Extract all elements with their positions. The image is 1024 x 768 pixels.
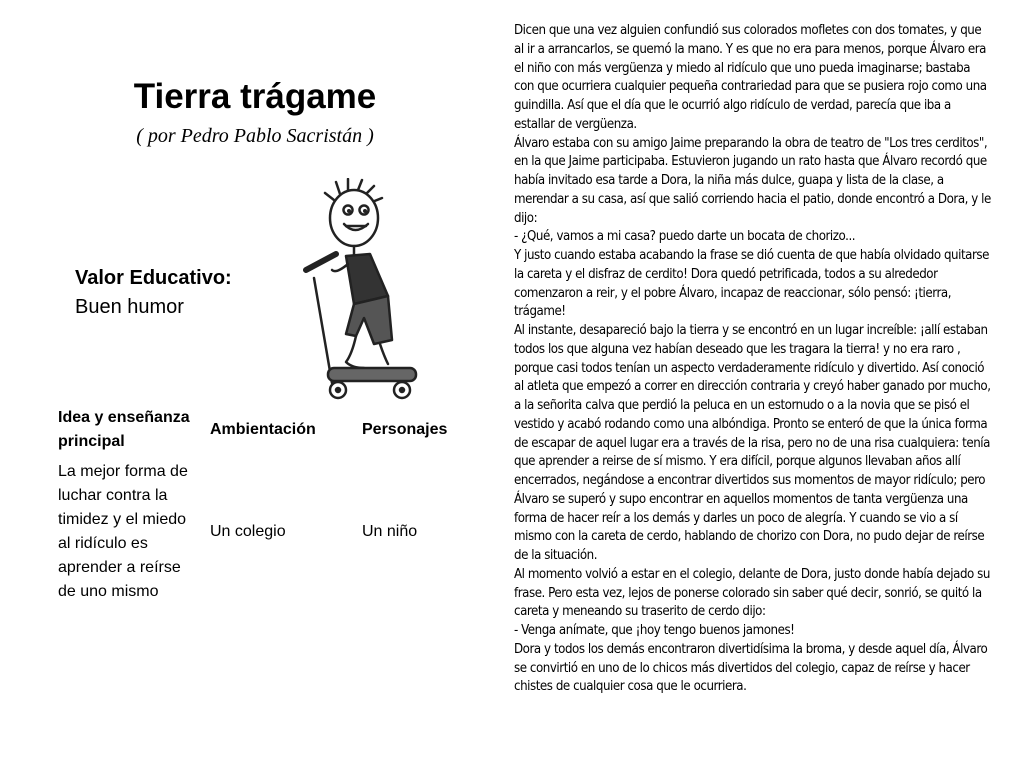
cell-ambientacion: Un colegio — [210, 523, 286, 540]
header-personajes: Personajes — [362, 421, 448, 438]
story-paragraph: Álvaro estaba con su amigo Jaime preparando la obra de teatro de "Los tres cerditos", en la que Jaime participaba. Estuvieron jugando un rato hasta que Álvaro recordó que había invitado esa tarde a Dora, la niña más dulce, guapa y lista de la clase, a merendar a su casa, así que salió corriendo hacia el patio, donde encontró a Dora, y le dijo: — [514, 135, 991, 226]
educational-value — [75, 264, 232, 322]
child-on-scooter-icon — [292, 178, 420, 402]
page-title: Tierra trágame — [133, 77, 377, 116]
story-paragraph: Dicen que una vez alguien confundió sus colorados mofletes con dos tomates, y que al ir a arrancarlos, se quemó la mano. Y es que no era para menos, porque Álvaro era el niño con más vergüenza y miedo al ridículo que uno pueda imaginarse; bastaba con que ocurriera cualquier pequeña contrariedad para que se pusiera rojo como una guindilla. Así que el día que le ocurrió algo ridículo de verdad, parecía que iba a estallar de vergüenza. — [514, 23, 987, 132]
story-text — [514, 22, 992, 697]
cell-personajes: Un niño — [362, 523, 418, 540]
educational-value-text: Buen humor — [75, 296, 184, 318]
story-paragraph: - Venga anímate, que ¡hoy tengo buenos jamones! — [514, 623, 795, 638]
author-subtitle: ( por Pedro Pablo Sacristán ) — [136, 125, 374, 147]
story-summary-table — [52, 403, 478, 607]
story-paragraph: Y justo cuando estaba acabando la frase se dió cuenta de que había olvidado quitarse la careta y el disfraz de cerdito! Dora quedó petrificada, todos a su alrededor comenzaron a reir, y el pobre Álvaro, incapaz de reaccionar, sólo pensó: ¡tierra, trágame! — [514, 248, 989, 320]
story-paragraph: Al instante, desapareció bajo la tierra y se encontró en un lugar increíble: ¡allí estaban todos los que alguna vez habían deseado que les tragara la tierra! y no era raro , porque casi todos tenían un aspecto verdaderamente ridículo y divertido. Así conoció al atleta que empezó a correr en dirección contraria y creyó haber ganado por mucho, a la señorita calva que perdió la peluca en un estornudo o a la novia que se pisó el vestido y acabó rodando como una albóndiga. Pronto se enteró de que la única forma de escapar de aquel lugar era a través de la risa, pero no de una risa cualquiera: tenía que aprender a reirse de sí mismo. Y era difícil, porque algunos llevaban años allí encerrados, negándose a encontrar divertidos sus momentos de mayor ridículo; pero Álvaro se superó y supo encontrar en aquellos momentos de tanta vergüenza una forma de hacer reír a los demás y darles un poco de alegría. Y cuando se vio a sí mismo con la careta de cerdo, hablando de chorizo con Dora, no pudo dejar de reírse de la situación. — [514, 323, 991, 563]
header-ambientacion: Ambientación — [210, 421, 316, 438]
header-idea: Idea y enseñanza principal — [58, 409, 190, 450]
story-paragraph: - ¿Qué, vamos a mi casa? puedo darte un bocata de chorizo... — [514, 229, 856, 245]
cell-idea: La mejor forma de luchar contra la timidez y el miedo al ridículo es aprender a reírse de uno mismo — [58, 463, 188, 600]
story-paragraph: Dora y todos los demás encontraron divertidísima la broma, y desde aquel día, Álvaro se convirtió en uno de lo chicos más divertidos del colegio, capaz de reírse y hacer chistes de cualquier cosa que le ocurriera. — [514, 641, 988, 695]
story-paragraph: Al momento volvió a estar en el colegio, delante de Dora, justo donde había dejado su frase. Pero esta vez, lejos de ponerse colorado sin saber qué decir, sonrió, se quitó la careta y meneando su traserito de cerdo dijo: — [514, 566, 990, 620]
table-header-row — [52, 403, 478, 457]
table-row — [52, 457, 478, 607]
educational-value-label: Valor Educativo: — [75, 267, 232, 289]
